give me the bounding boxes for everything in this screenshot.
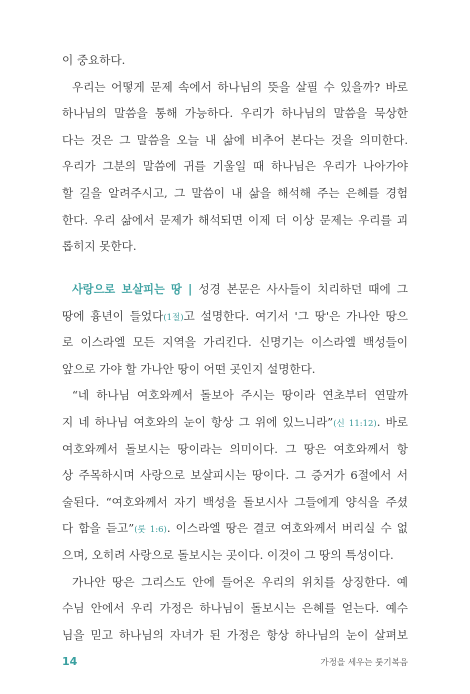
- verse-reference: (룻 1:6): [134, 525, 167, 536]
- text-line: 다는 것은 그 말씀을 오늘 내 삶에 비추어 본다는 것을 의미한다.: [62, 132, 408, 147]
- text-span: . 이스라엘 땅은 결코 여호와께서 버리실 수 없: [166, 521, 408, 536]
- text-line: [62, 276, 408, 303]
- text-line: “네 하나님 여호와께서 돌보아 주시는 땅이라 연초부터 연말까: [72, 388, 408, 403]
- text-span: 고 설명한다. 여기서 '그 땅'은 가나안 땅으: [183, 308, 408, 323]
- text-span: 성경 본문은 사사들이 치리하던 때에 그: [192, 282, 408, 296]
- text-span: . 바로: [376, 414, 408, 429]
- verse-reference: (1절): [163, 312, 184, 323]
- text-line: 수님 안에서 우리 가정은 하나님이 돌보시는 은혜를 얻는다. 예수: [62, 601, 408, 616]
- text-line: 으며, 오히려 사랑으로 돌보시는 곳이다. 이것이 그 땅의 특성이다.: [62, 547, 394, 562]
- paragraph-section-2: [62, 276, 408, 648]
- page-number: 14: [62, 655, 78, 668]
- text-line: 우리가 그분의 말씀에 귀를 기울일 때 하나님은 우리가 나아가야: [62, 159, 408, 174]
- text-line: 하나님의 말씀을 통해 가능하다. 우리가 하나님의 말씀을 묵상한: [62, 106, 408, 121]
- text-span: 다 함을 듣고”: [62, 521, 135, 536]
- text-span: 지 네 하나님 여호와의 눈이 항상 그 위에 있느니라”: [62, 414, 334, 429]
- text-line: 님을 믿고 하나님의 자녀가 된 가정은 항상 하나님의 눈이 살펴보: [62, 627, 408, 642]
- paragraph-section-1: [62, 47, 408, 260]
- section-heading: 사랑으로 보살피는 땅 |: [72, 283, 193, 296]
- text-line: [62, 303, 408, 330]
- text-line: [62, 515, 408, 542]
- text-line: 한다. 우리 삶에서 문제가 해석되면 이제 더 이상 문제는 우리를 괴: [62, 212, 408, 227]
- text-line: 로 이스라엘 모든 지역을 가리킨다. 신명기는 이스라엘 백성들이: [62, 335, 408, 350]
- text-line: 앞으로 가야 할 가나안 땅이 어떤 곳인지 설명한다.: [62, 361, 316, 376]
- text-line: 할 길을 알려주시고, 그 말씀이 내 삶을 해석해 주는 은혜를 경험: [62, 185, 408, 200]
- text-line: 술된다. “여호와께서 자기 백성을 돌보시사 그들에게 양식을 주셨: [62, 494, 408, 509]
- text-line: 이 중요하다.: [62, 53, 126, 67]
- text-span: 땅에 흉년이 들었다: [62, 308, 164, 323]
- text-line: [62, 409, 408, 436]
- text-line: 여호와께서 돌보시는 땅이라는 의미이다. 그 땅은 여호와께서 항: [62, 441, 408, 456]
- text-line: 우리는 어떻게 문제 속에서 하나님의 뜻을 살필 수 있을까? 바로: [72, 79, 408, 94]
- text-line: 상 주목하시며 사랑으로 보살피시는 땅이다. 그 증거가 6절에서 서: [62, 468, 408, 483]
- running-title: 가정을 세우는 룻기복음: [320, 658, 408, 668]
- page-footer: [0, 655, 470, 673]
- verse-reference: (신 11:12): [333, 418, 377, 429]
- text-line: 롭히지 못한다.: [62, 239, 137, 254]
- text-line: 가나안 땅은 그리스도 안에 들어온 우리의 위치를 상징한다. 예: [72, 574, 408, 589]
